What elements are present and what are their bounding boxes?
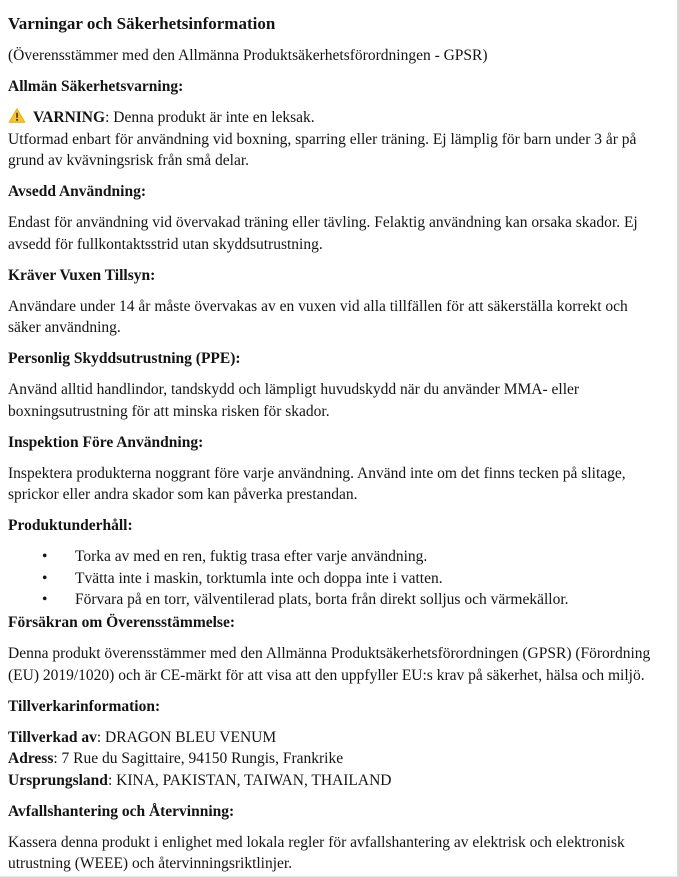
conformity-paragraph: Denna produkt överensstämmer med den Allmänna Produktsäkerhetsförordningen (GPSR) (Förordning (EU) 2019/1020) och är CE-märkt för att visa att den uppfyller EU:s krav på säkerhet, hälsa och miljö.: [8, 645, 651, 684]
section-heading-general-warning: Allmän Säkerhetsvarning:: [8, 78, 184, 95]
section-heading-manufacturer: Tillverkarinformation:: [8, 697, 161, 715]
section-heading-intended-use: Avsedd Användning:: [8, 183, 146, 200]
origin-label: Ursprungsland: [8, 771, 108, 789]
section-heading-ppe: Personlig Skyddsutrustning (PPE):: [8, 350, 241, 367]
maintenance-list-item: • Förvara på en torr, välventilerad plats, borta från direkt solljus och värmekällor.: [8, 589, 661, 611]
maintenance-list-item: • Torka av med en ren, fuktig trasa efter varje användning.: [8, 546, 661, 568]
address-label: Adress: [8, 750, 54, 767]
section-heading-maintenance: Produktunderhåll:: [8, 517, 133, 534]
made-by-value: : DRAGON BLEU VENUM: [96, 728, 277, 746]
gpsr-subtitle: (Överensstämmer med den Allmänna Produktsäkerhetsförordningen - GPSR): [8, 47, 488, 64]
warning-sentence: : Denna produkt är inte en leksak.: [105, 109, 315, 126]
page-title: Varningar och Säkerhetsinformation: [8, 14, 276, 33]
section-heading-disposal: Avfallshantering och Återvinning:: [8, 802, 235, 820]
section-heading-conformity: Försäkran om Överensstämmelse:: [8, 614, 236, 631]
section-heading-inspection: Inspektion Före Användning:: [8, 433, 204, 451]
warning-triangle-icon: [8, 108, 26, 123]
maintenance-list: [8, 546, 661, 611]
maintenance-list-item: • Tvätta inte i maskin, torktumla inte och doppa inte i vatten.: [8, 568, 661, 590]
made-by-label: Tillverkad av: [8, 728, 97, 746]
section-heading-adult-supervision: Kräver Vuxen Tillsyn:: [8, 266, 156, 284]
inspection-paragraph: Inspektera produkterna noggrant före varje användning. Använd inte om det finns tecken på slitage, sprickor eller andra skador som kan påverka prestandan.: [8, 464, 626, 503]
disposal-paragraph: Kassera denna produkt i enlighet med lokala regler för avfallshantering av elektrisk och elektronisk utrustning (WEEE) och återvinningsriktlinjer.: [8, 833, 625, 872]
general-warning-paragraph: [8, 107, 661, 172]
intended-use-paragraph: Endast för användning vid övervakad träning eller tävling. Felaktig användning kan orsaka skador. Ej avsedd för fullkontaktsstrid utan skyddsutrustning.: [8, 214, 638, 253]
manufacturer-details: [8, 727, 661, 792]
adult-supervision-paragraph: Användare under 14 år måste övervakas av en vuxen vid alla tillfällen för att säkerställa korrekt och säker användning.: [8, 297, 628, 336]
warning-label: VARNING: [33, 109, 106, 126]
general-warning-body: Utformad enbart för användning vid boxning, sparring eller träning. Ej lämplig för barn under 3 år på grund av kvävningsrisk från små delar.: [8, 130, 637, 169]
address-value: : 7 Rue du Sagittaire, 94150 Rungis, Frankrike: [53, 750, 344, 767]
origin-value: : KINA, PAKISTAN, TAIWAN, THAILAND: [107, 771, 392, 789]
ppe-paragraph: Använd alltid handlindor, tandskydd och lämpligt huvudskydd när du använder MMA- eller boxningsutrustning för att minska risken för skador.: [8, 381, 580, 420]
